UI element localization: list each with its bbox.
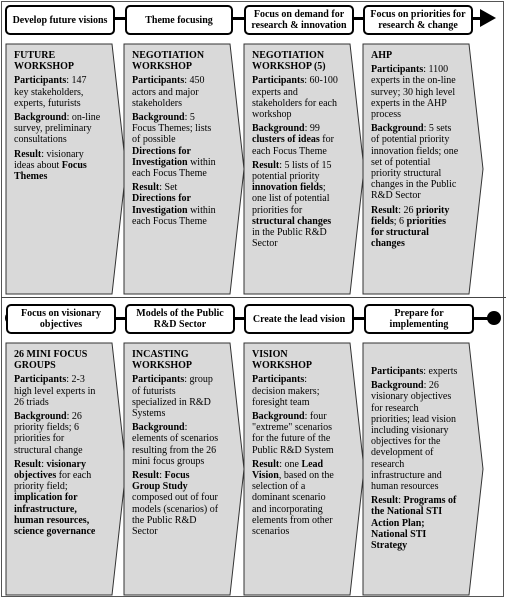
text: ; 6: [393, 215, 407, 227]
bottom-timeline-end-dot: [487, 311, 501, 325]
bold-text: Background: [132, 112, 185, 124]
card-implementation: [363, 343, 485, 595]
card-paragraph: [371, 123, 459, 201]
text: :: [159, 470, 165, 482]
card-title: FUTURE WORKSHOP: [14, 50, 75, 73]
card-paragraph: [371, 495, 459, 551]
text: : four "extreme" scenarios for the future of the Public R&D System: [252, 411, 334, 456]
card-paragraph: [14, 149, 102, 183]
bold-text: Result: [132, 182, 160, 194]
card-paragraph: [132, 422, 220, 467]
bold-text: Participants: [132, 75, 185, 87]
text: : one: [279, 458, 302, 470]
bold-text: Participants: [14, 75, 67, 87]
text: : 147 key stakeholders, experts, futurists: [14, 75, 87, 109]
card-text: [252, 50, 340, 249]
stage-focus-on-priorities: Focus on priorities for research & change: [363, 5, 473, 35]
card-paragraph: [252, 123, 340, 157]
bold-text: Result: [371, 495, 399, 507]
card-paragraph: [132, 75, 220, 109]
card-ahp: [363, 44, 485, 294]
text: composed out of four models (scenarios) of the Public R&D Sector: [132, 492, 219, 538]
card-negotiation-workshop-5: [244, 44, 366, 294]
text: in the Public R&D Sector: [252, 227, 327, 250]
bold-text: innovation fields: [252, 182, 323, 194]
bold-text: Background: [371, 380, 424, 392]
stage-create-lead-vision: Create the lead vision: [244, 304, 354, 334]
bold-text: Background: [132, 422, 185, 434]
stage-models-public-rd: Models of the Public R&D Sector: [125, 304, 235, 334]
bold-text: Participants: [14, 374, 67, 386]
text: : 2-3 high level experts in 26 triads: [14, 374, 96, 408]
stage-prepare-implementing: Prepare for implementing: [364, 304, 474, 334]
card-paragraph: [14, 411, 102, 456]
card-paragraph: [132, 470, 220, 537]
card-title: INCASTING WORKSHOP: [132, 349, 193, 372]
bold-text: Participants: [252, 374, 305, 386]
card-paragraph: [252, 411, 340, 456]
card-text: [371, 363, 459, 551]
text: : group of futurists specialized in R&D Systems: [132, 374, 213, 420]
text: : 1100 experts in the on-line survey; 30 high level experts in the AHP process: [371, 64, 456, 121]
card-text: [132, 349, 220, 537]
text: : 5 sets of potential priority innovation fields; one set of potential priority structural changes in the Public R&D Sector: [371, 123, 459, 202]
text: within each Focus Theme: [132, 204, 216, 227]
bold-text: Background: [252, 411, 305, 423]
bold-text: Directions for Investigation: [132, 145, 191, 168]
text: for each Focus Theme: [252, 134, 334, 157]
bold-text: priorities for structural changes: [371, 215, 446, 250]
text: : on-line survey, preliminary consultations: [14, 112, 101, 146]
card-title: NEGOTIATION WORKSHOP: [132, 50, 205, 73]
text: : 450 actors and major stakeholders: [132, 75, 205, 109]
text: : 5 Focus Themes; lists of possible: [132, 112, 212, 146]
bold-text: Programs of the National STI Action Plan; National STI Strategy: [371, 495, 457, 552]
text: : 5 lists of 15 potential priority: [252, 159, 332, 183]
text: , based on the selection of a dominant scenario and incorporating elements from other scenarios: [252, 470, 334, 538]
bold-text: Background: [252, 123, 305, 135]
text: : 26 priority fields; 6 priorities for structural change: [14, 411, 83, 456]
card-paragraph: [371, 366, 459, 377]
card-paragraph: [252, 75, 340, 120]
stage-focus-on-demand: Focus on demand for research & innovation: [244, 5, 354, 35]
bold-text: Background: [371, 123, 424, 135]
text: :: [41, 458, 47, 470]
bold-text: Focus Themes: [14, 159, 87, 183]
bold-text: Participants: [132, 374, 185, 386]
bold-text: Participants: [252, 75, 305, 87]
card-paragraph: [132, 112, 220, 179]
bold-text: implication for infrastructure, human resources, science governance: [14, 492, 96, 538]
text: : Set: [159, 182, 178, 194]
text: : 26: [398, 204, 417, 216]
card-paragraph: [252, 459, 340, 537]
card-paragraph: [14, 75, 102, 109]
bold-text: Lead Vision: [252, 458, 324, 482]
bold-text: Result: [14, 458, 42, 470]
card-title: AHP: [371, 50, 393, 61]
text: : experts: [423, 366, 458, 377]
stage-develop-future-visions: Develop future visions: [5, 5, 115, 35]
card-paragraph: [252, 374, 340, 408]
card-paragraph: [14, 112, 102, 146]
text: : visionary ideas about: [14, 148, 84, 171]
bold-text: Directions for Investigation: [132, 193, 191, 216]
card-title: 26 MINI FOCUS GROUPS: [14, 349, 88, 372]
top-timeline-arrowhead: [480, 9, 496, 27]
text: ; one list of potential priorities for: [252, 182, 330, 216]
card-text: [371, 50, 459, 249]
text: for each priority field;: [14, 470, 92, 493]
card-incasting-workshop: [124, 343, 246, 595]
card-paragraph: [252, 160, 340, 250]
card-paragraph: [132, 374, 220, 419]
bold-text: Result: [252, 458, 280, 470]
text: within each Focus Theme: [132, 156, 216, 180]
card-text: [14, 50, 102, 182]
row-divider: [1, 297, 506, 298]
bold-text: clusters of ideas: [252, 134, 320, 146]
bold-text: Result: [132, 470, 160, 482]
card-paragraph: [132, 182, 220, 227]
card-paragraph: [14, 374, 102, 408]
text: :: [398, 495, 404, 507]
bold-text: Result: [371, 204, 399, 216]
card-vision-workshop: [244, 343, 366, 595]
stage-theme-focusing: Theme focusing: [125, 5, 233, 35]
card-paragraph: [371, 380, 459, 492]
card-future-workshop: [6, 44, 128, 294]
card-paragraph: [371, 64, 459, 120]
bold-text: Participants: [371, 366, 424, 377]
card-title: NEGOTIATION WORKSHOP (5): [252, 50, 326, 73]
text: : decision makers; foresight team: [252, 374, 320, 408]
bold-text: Participants: [371, 64, 424, 76]
stage-focus-visionary-objectives: Focus on visionary objectives: [6, 304, 116, 334]
card-paragraph: [371, 205, 459, 250]
text: : 26 visionary objectives for research priorities; lead vision including visionary objectives for the development of research infrastructure and human resources: [371, 380, 456, 493]
card-title: VISION WORKSHOP: [252, 349, 313, 372]
bold-text: Background: [14, 411, 67, 423]
bold-text: priority fields: [371, 204, 450, 227]
bold-text: visionary objectives: [14, 458, 86, 482]
card-text: [252, 349, 340, 537]
text: : 60-100 experts and stakeholders for each workshop: [252, 75, 338, 121]
bold-text: Background: [14, 112, 67, 124]
bold-text: Result: [252, 159, 280, 171]
text: : 99: [304, 123, 320, 135]
text: : elements of scenarios resulting from the 26 mini focus groups: [132, 422, 219, 467]
bold-text: Focus Group Study: [132, 470, 190, 493]
card-text: [132, 50, 220, 227]
bold-text: structural changes: [252, 215, 332, 227]
card-26-mini-focus-groups: [6, 343, 128, 595]
card-paragraph: [14, 459, 102, 537]
bold-text: Result: [14, 148, 42, 160]
card-text: [14, 349, 102, 537]
card-negotiation-workshop: [124, 44, 246, 294]
